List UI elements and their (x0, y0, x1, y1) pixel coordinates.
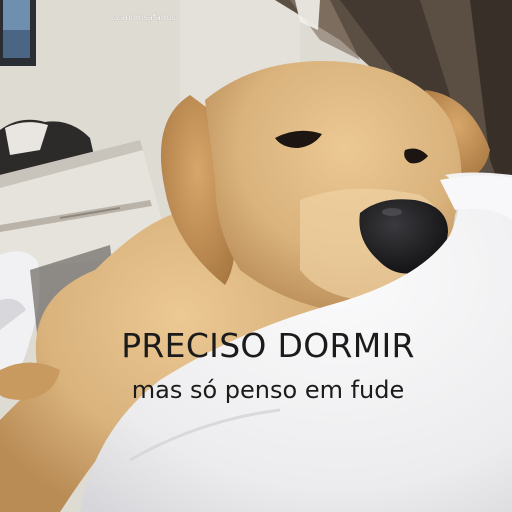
caption-line-1: PRECISO DORMIR (121, 326, 415, 365)
watermark-text: @animisafados (112, 13, 176, 22)
caption-line-2: mas só penso em fude (131, 376, 405, 404)
